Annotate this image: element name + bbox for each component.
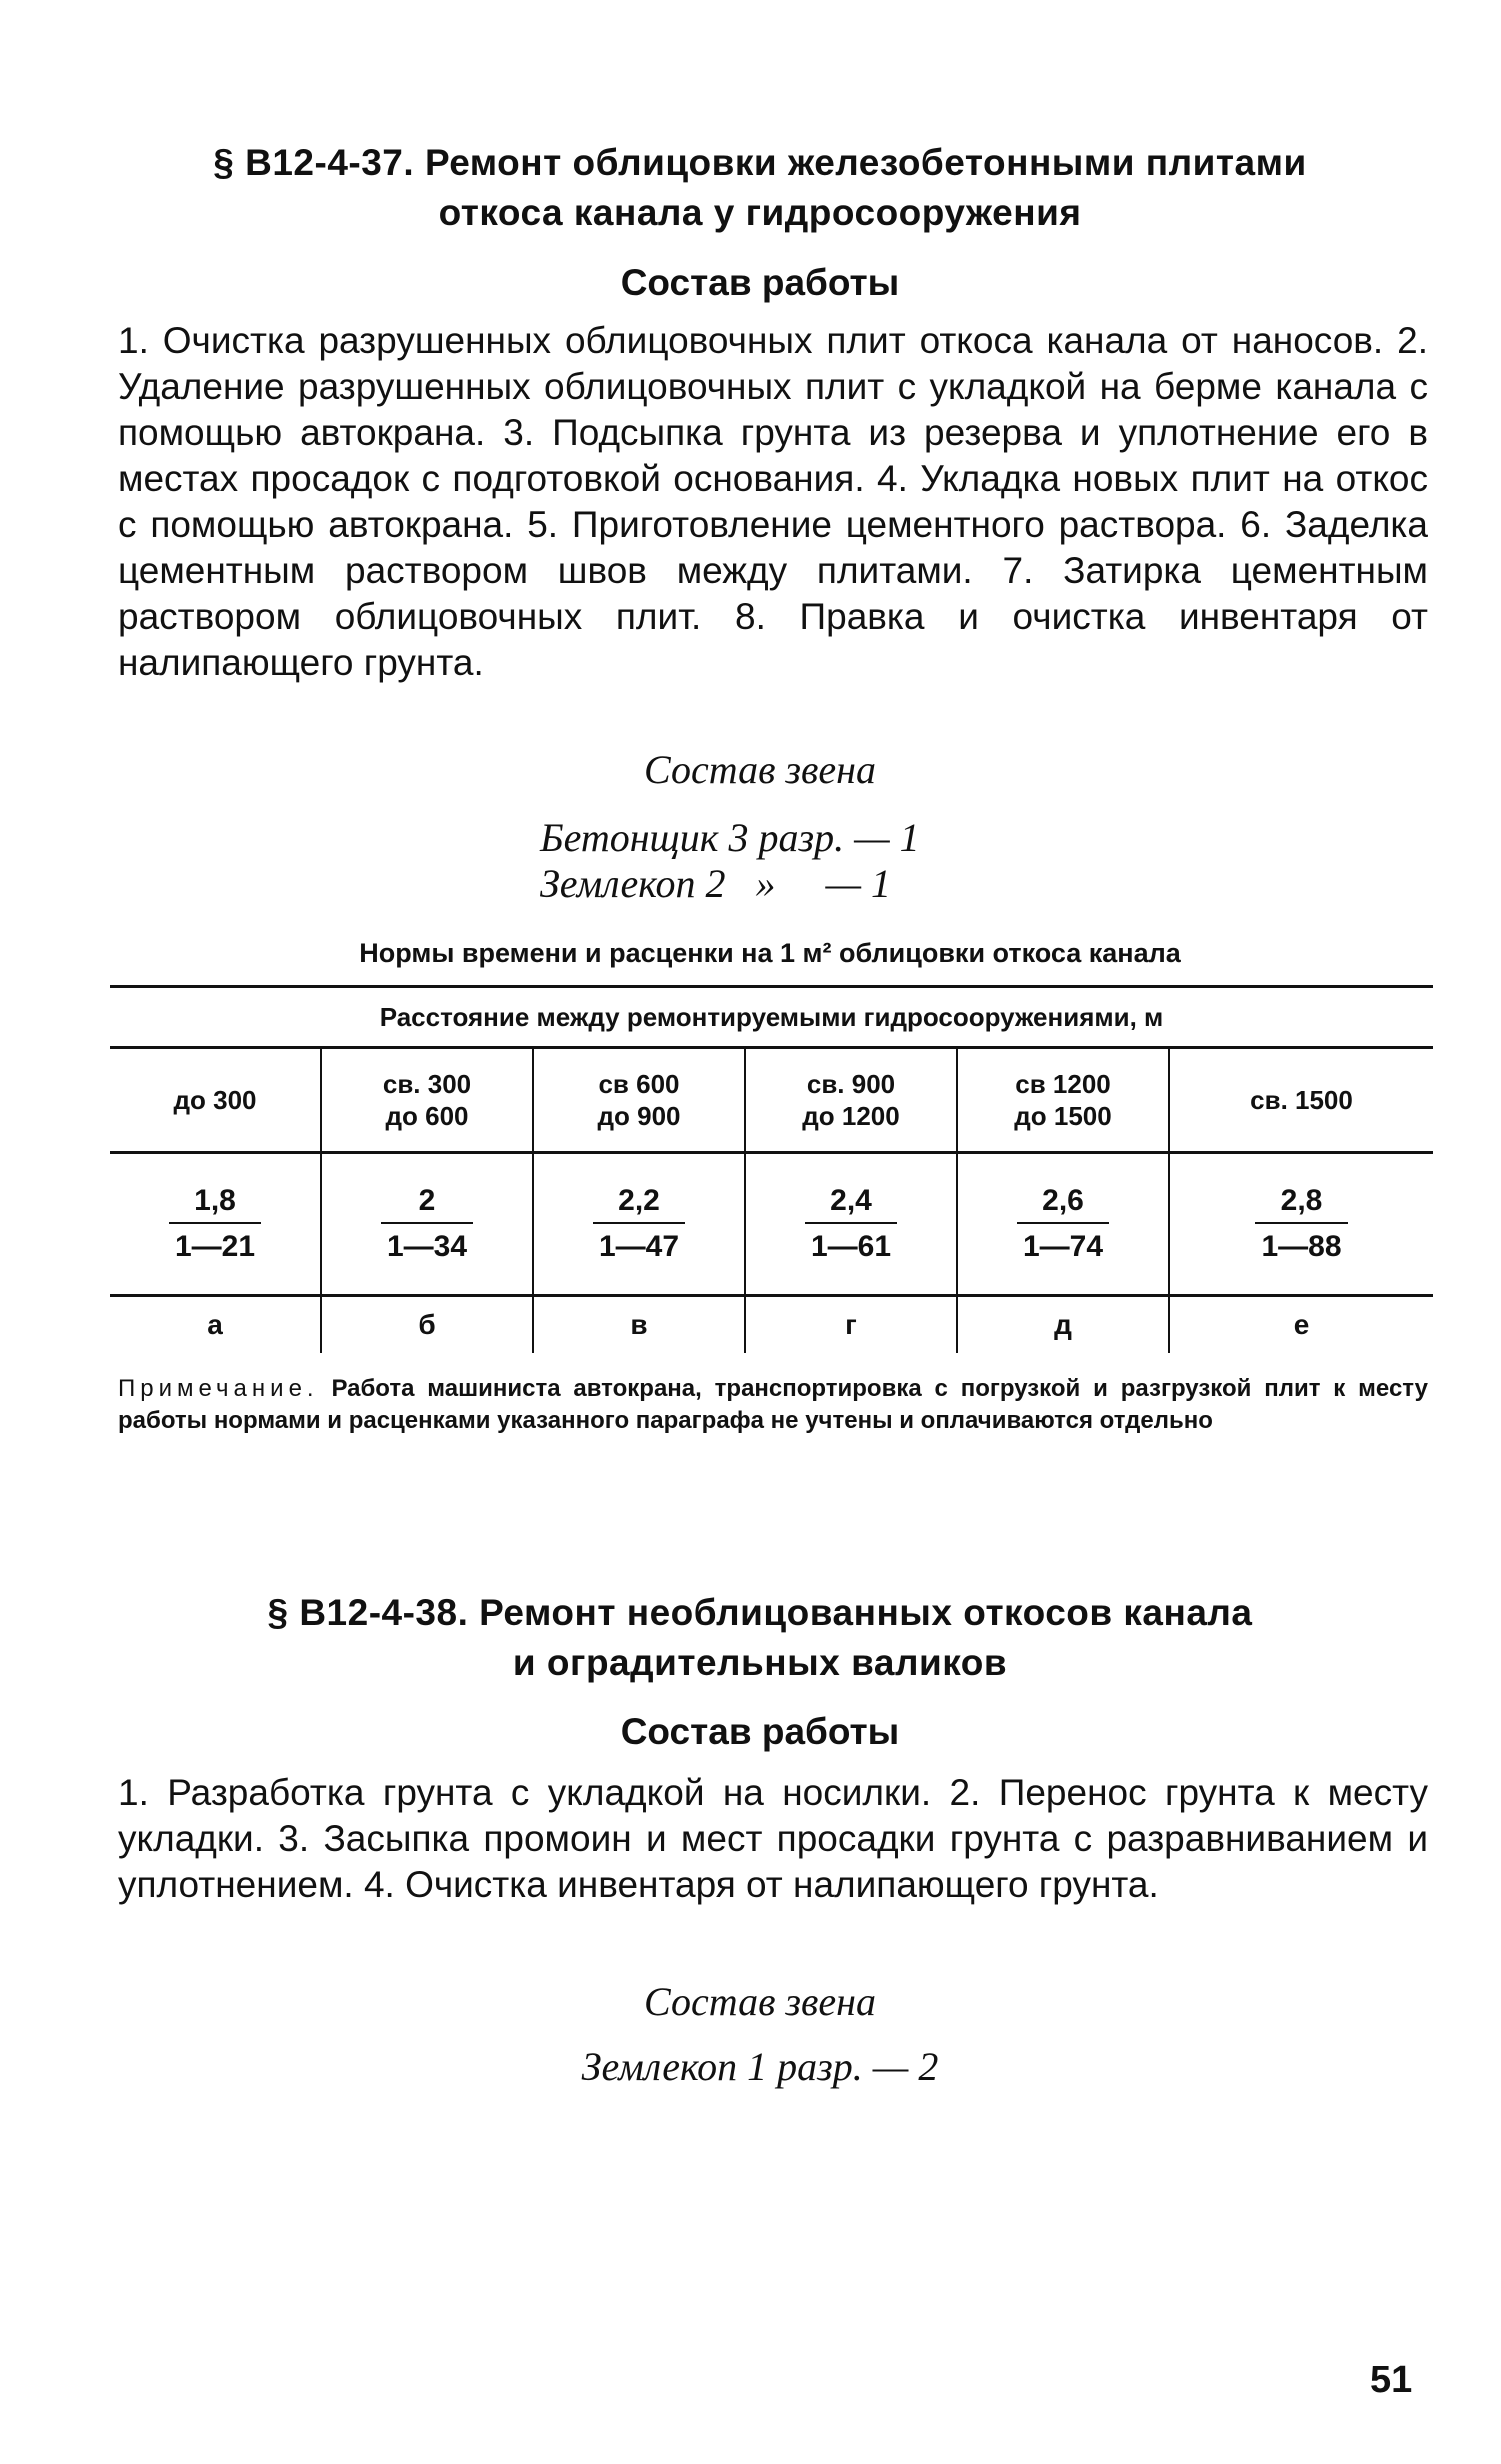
price-norm: 1—47 xyxy=(598,1230,680,1263)
time-norm: 2 xyxy=(381,1184,473,1224)
value-cell-e xyxy=(1169,1153,1433,1296)
norm-fraction xyxy=(381,1184,473,1264)
time-norm: 2,4 xyxy=(805,1184,897,1224)
table-header-distance: Расстояние между ремонтируемыми гидросооружениями, м xyxy=(110,987,1433,1048)
crew-line-2-1: Землекоп 1 разр. — 2 xyxy=(581,2044,939,2089)
heading-line-2: и оградительных валиков xyxy=(512,1642,1008,1683)
work-composition-text xyxy=(118,318,1428,686)
time-norm: 2,2 xyxy=(593,1184,685,1224)
price-norm: 1—21 xyxy=(174,1230,256,1263)
price-norm: 1—61 xyxy=(810,1230,892,1263)
range-cell-b xyxy=(321,1048,533,1153)
norm-fraction xyxy=(1017,1184,1109,1264)
table-letters-row xyxy=(110,1296,1433,1354)
crew-title-2: Состав звена xyxy=(643,1979,876,2024)
work-composition-paragraph: 1. Очистка разрушенных облицовочных плит откоса канала от наносов. 2. Удаление разрушенных облицовочных плит с укладкой на берме канала с помощью автокрана. 3. Подсыпка грунта из резерва и уплотнение его в местах просадок с подготовкой основания. 4. Укладка новых плит на откос с помощью автокрана. 5. Приготовление цементного раствора. 6. Заделка цементным раствором швов между плитами. 7. Затирка цементным раствором облицовочных плит. 8. Правка и очистка инвентаря от налипающего грунта. xyxy=(118,320,1428,683)
range-d-2: до 1500 xyxy=(1014,1101,1112,1131)
value-cell-d xyxy=(957,1153,1169,1296)
range-cell-d xyxy=(957,1048,1169,1153)
work-composition-text-2 xyxy=(118,1770,1428,1908)
work-composition-title-2: Состав работы xyxy=(620,1711,900,1752)
column-letter-a: а xyxy=(110,1296,321,1354)
norm-fraction xyxy=(1255,1184,1347,1264)
range-v-2: до 900 xyxy=(597,1101,681,1131)
note-lead: Примечание. xyxy=(118,1375,319,1402)
range-g-1: св. 900 xyxy=(806,1069,896,1099)
crew-line-1: Бетонщик 3 разр. — 1 xyxy=(540,815,920,860)
heading-line-1: § В12-4-38. Ремонт необлицованных откосов канала xyxy=(267,1592,1253,1633)
range-cell-v xyxy=(533,1048,745,1153)
table-ranges-row xyxy=(110,1048,1433,1153)
crew-line-2: Землекоп 2 » — 1 xyxy=(540,861,892,906)
table-title: Нормы времени и расценки на 1 м² облицовки откоса канала xyxy=(359,938,1181,968)
heading-line-2: откоса канала у гидросооружения xyxy=(438,192,1082,233)
range-b-1: св. 300 xyxy=(382,1069,472,1099)
table-header-row xyxy=(110,987,1433,1048)
note-text: Работа машиниста автокрана, транспортировка с погрузкой и разгрузкой плит к месту работы нормами и расценками указанного параграфа не учтены и оплачиваются отдельно xyxy=(118,1375,1428,1434)
price-norm: 1—74 xyxy=(1022,1230,1104,1263)
column-letter-b: б xyxy=(321,1296,533,1354)
price-norm: 1—88 xyxy=(1261,1230,1342,1263)
range-e-1: св. 1500 xyxy=(1250,1085,1353,1115)
range-g-2: до 1200 xyxy=(802,1101,900,1131)
value-cell-a xyxy=(110,1153,321,1296)
range-a-1: до 300 xyxy=(173,1085,257,1115)
price-norm: 1—34 xyxy=(386,1230,468,1263)
section-heading-b12-4-38 xyxy=(140,1588,1380,1688)
section-heading-b12-4-37 xyxy=(140,138,1380,238)
value-cell-g xyxy=(745,1153,957,1296)
column-letter-g: г xyxy=(745,1296,957,1354)
value-cell-v xyxy=(533,1153,745,1296)
column-letter-d: д xyxy=(957,1296,1169,1354)
time-norm: 2,6 xyxy=(1017,1184,1109,1224)
time-norm: 2,8 xyxy=(1255,1184,1347,1224)
norm-fraction xyxy=(169,1184,261,1264)
range-v-1: св 600 xyxy=(598,1069,680,1099)
column-letter-v: в xyxy=(533,1296,745,1354)
crew-title: Состав звена xyxy=(643,747,876,792)
range-cell-g xyxy=(745,1048,957,1153)
norm-fraction xyxy=(805,1184,897,1264)
page-number: 51 xyxy=(1370,2359,1413,2401)
column-letter-e: е xyxy=(1293,1309,1310,1340)
range-d-1: св 1200 xyxy=(1015,1069,1111,1099)
range-cell-e xyxy=(1169,1048,1433,1153)
work-composition-title: Состав работы xyxy=(620,262,900,303)
range-b-2: до 600 xyxy=(385,1101,469,1131)
norms-table xyxy=(110,985,1433,1353)
heading-line-1: § В12-4-37. Ремонт облицовки железобетонными плитами xyxy=(213,142,1307,183)
value-cell-b xyxy=(321,1153,533,1296)
norm-fraction xyxy=(593,1184,685,1264)
time-norm: 1,8 xyxy=(169,1184,261,1224)
range-cell-a xyxy=(110,1048,321,1153)
table-note xyxy=(118,1373,1428,1437)
work-composition-paragraph-2: 1. Разработка грунта с укладкой на носилки. 2. Перенос грунта к месту укладки. 3. Засыпка промоин и мест просадки грунта с разравниванием и уплотнением. 4. Очистка инвентаря от налипающего грунта. xyxy=(118,1772,1428,1905)
table-values-row xyxy=(110,1153,1433,1296)
